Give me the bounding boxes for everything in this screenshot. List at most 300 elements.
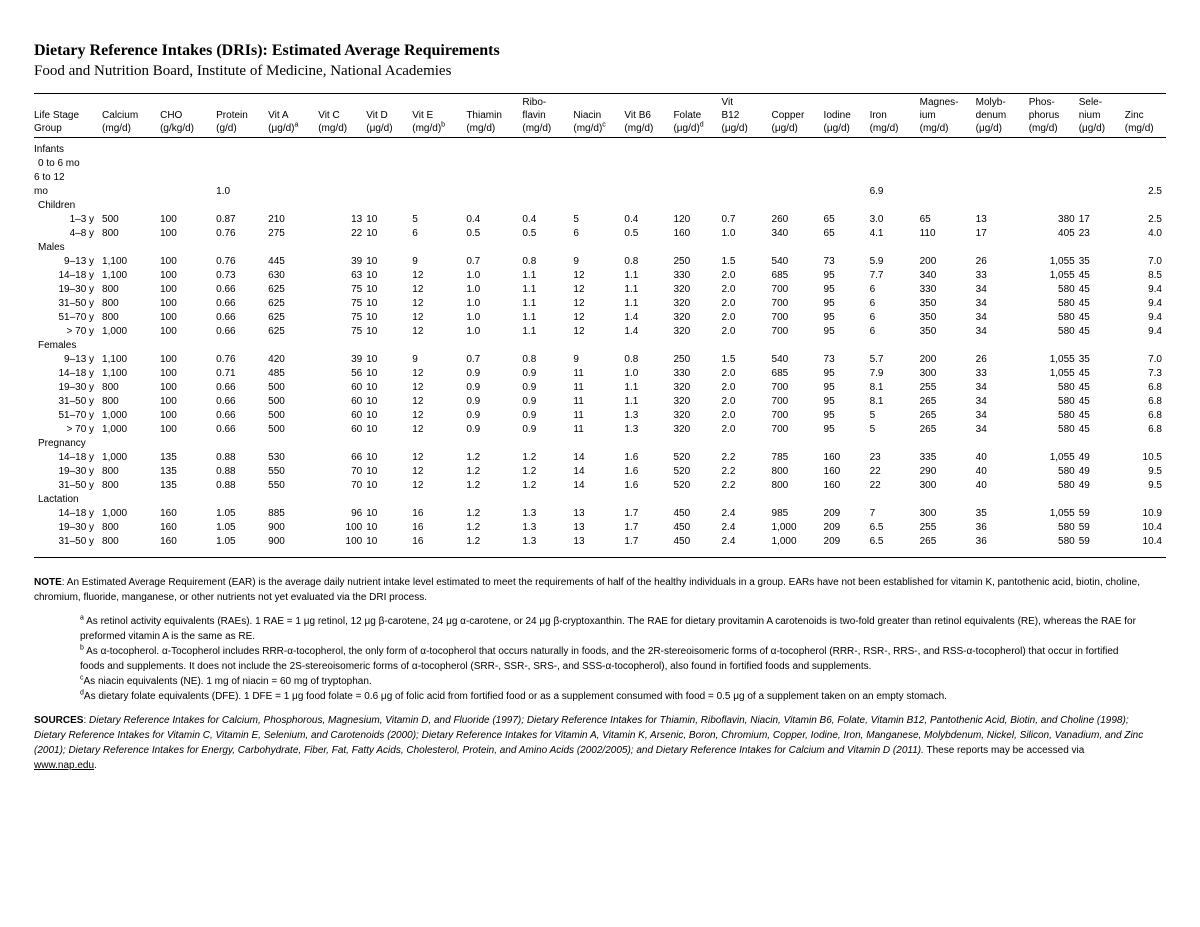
table-row bbox=[34, 409, 1166, 423]
table-cell: 10 bbox=[366, 326, 378, 337]
table-cell: 0.66 bbox=[216, 298, 236, 309]
table-cell: 1.2 bbox=[522, 466, 537, 477]
table-cell: 0.88 bbox=[216, 480, 236, 491]
table-cell: 100 bbox=[160, 354, 177, 365]
table-cell: 11 bbox=[573, 382, 584, 393]
table-cell: 95 bbox=[823, 284, 835, 295]
table-cell: 65 bbox=[823, 214, 835, 225]
column-header-21 bbox=[1125, 96, 1166, 138]
table-cell: 100 bbox=[160, 284, 177, 295]
table-cell: 9.5 bbox=[1148, 480, 1162, 491]
table-cell: 0.9 bbox=[466, 396, 481, 407]
table-cell: 320 bbox=[673, 284, 691, 295]
table-cell: 11 bbox=[573, 396, 584, 407]
table-cell: 260 bbox=[771, 214, 789, 225]
footnote-b-text: As α-tocopherol. α-Tocopherol includes RRR-α-tocopherol, the only form of α-tocopherol that occurs naturally in foods, and the 2R-stereoisomeric forms of α-tocopherol (RRR-, RSR-, RRS-, and RSS-α-tocopherol) that occur in fortified foods and supplements. It does not include the 2S-stereoisomeric forms of α-tocopherol (SRR-, SSR-, SRS-, and SSS-α-tocopherol), also found in fortified foods and supplements. bbox=[80, 646, 1119, 672]
table-cell bbox=[1079, 185, 1125, 199]
table-cell bbox=[216, 171, 268, 185]
table-cell bbox=[1125, 171, 1166, 185]
table-cell: 100 bbox=[160, 410, 177, 421]
table-cell: 12 bbox=[412, 312, 424, 323]
column-header-10 bbox=[573, 96, 624, 138]
table-cell: 520 bbox=[673, 480, 691, 491]
table-cell: 12 bbox=[412, 424, 424, 435]
life-stage-age-cell: 31–50 y bbox=[58, 480, 95, 491]
table-cell: 1.6 bbox=[624, 466, 639, 477]
nap-link[interactable]: www.nap.edu bbox=[34, 760, 95, 771]
table-row bbox=[34, 213, 1166, 227]
table-cell: 1.7 bbox=[624, 508, 639, 519]
table-cell: 1.2 bbox=[466, 466, 481, 477]
column-header-line2: (mg/d) bbox=[1028, 123, 1058, 134]
table-cell bbox=[366, 157, 412, 171]
footnote-a-mark: a bbox=[80, 614, 84, 622]
column-header-line2: (mg/d) bbox=[466, 123, 496, 134]
table-cell: 800 bbox=[102, 396, 119, 407]
column-header-line0: Ribo- bbox=[522, 97, 547, 108]
table-cell: 35 bbox=[1078, 354, 1090, 365]
column-header-line1: Life Stage bbox=[34, 110, 80, 121]
column-header-line1: Vit C bbox=[318, 110, 340, 121]
column-header-line2: (μg/d) bbox=[721, 123, 748, 134]
table-row bbox=[34, 227, 1166, 241]
table-cell: 10 bbox=[366, 270, 378, 281]
table-cell: 800 bbox=[102, 480, 119, 491]
table-cell: 2.4 bbox=[721, 508, 736, 519]
column-header-line0: Vit bbox=[721, 97, 733, 108]
column-header-line1: Iodine bbox=[823, 110, 851, 121]
table-cell: 13 bbox=[975, 214, 987, 225]
table-cell: 1.2 bbox=[466, 508, 481, 519]
table-cell: 70 bbox=[351, 466, 363, 477]
column-header-12 bbox=[673, 96, 721, 138]
table-cell: 34 bbox=[975, 284, 987, 295]
table-cell: 14 bbox=[573, 466, 585, 477]
table-cell: 10 bbox=[366, 368, 378, 379]
table-cell: 300 bbox=[919, 508, 937, 519]
table-cell: 1.3 bbox=[522, 508, 537, 519]
table-cell: 500 bbox=[268, 382, 285, 393]
table-cell: 17 bbox=[1078, 214, 1090, 225]
table-row bbox=[34, 171, 1166, 185]
table-cell: 2.0 bbox=[721, 312, 736, 323]
table-cell: 2.2 bbox=[721, 452, 736, 463]
table-cell: 450 bbox=[673, 536, 691, 547]
note-label: NOTE bbox=[34, 577, 62, 588]
table-cell: 450 bbox=[673, 508, 691, 519]
table-cell bbox=[412, 185, 466, 199]
table-cell: 9.4 bbox=[1148, 298, 1162, 309]
table-cell: 580 bbox=[1058, 424, 1075, 435]
table-cell bbox=[160, 171, 216, 185]
life-stage-age-cell: 14–18 y bbox=[58, 508, 95, 519]
table-cell bbox=[721, 185, 771, 199]
table-cell: 16 bbox=[412, 522, 424, 533]
table-cell: 1,100 bbox=[102, 270, 128, 281]
table-cell: 1.1 bbox=[522, 284, 537, 295]
table-cell: 12 bbox=[573, 312, 585, 323]
column-header-line1: Vit B6 bbox=[624, 110, 651, 121]
sources-label: SOURCES bbox=[34, 715, 84, 726]
table-cell: 0.71 bbox=[216, 368, 236, 379]
column-header-line1: Vit E bbox=[412, 110, 434, 121]
table-cell: 7.9 bbox=[869, 368, 884, 379]
table-group-row bbox=[34, 339, 1166, 353]
column-header-footnote-mark: c bbox=[602, 121, 606, 129]
table-cell: 1.2 bbox=[466, 522, 481, 533]
table-cell: 135 bbox=[160, 480, 177, 491]
life-stage-age-cell: 4–8 y bbox=[69, 228, 95, 239]
table-bottom-rule bbox=[34, 557, 1166, 558]
column-header-line1: denum bbox=[975, 110, 1007, 121]
table-cell: 340 bbox=[771, 228, 789, 239]
table-cell: 40 bbox=[975, 452, 987, 463]
table-cell: 800 bbox=[771, 480, 789, 491]
table-cell: 5 bbox=[869, 410, 876, 421]
table-cell: 5 bbox=[412, 214, 418, 225]
table-cell: 320 bbox=[673, 410, 691, 421]
table-group-row bbox=[34, 241, 1166, 255]
table-cell: 0.66 bbox=[216, 410, 236, 421]
table-cell: 1.2 bbox=[466, 536, 481, 547]
table-cell: 785 bbox=[771, 452, 789, 463]
table-cell: 100 bbox=[160, 214, 177, 225]
table-cell: 33 bbox=[975, 368, 987, 379]
column-header-line1: Niacin bbox=[573, 110, 602, 121]
table-cell bbox=[920, 157, 976, 171]
table-cell: 40 bbox=[975, 480, 987, 491]
table-cell: 6 bbox=[573, 228, 579, 239]
table-cell: 36 bbox=[975, 522, 987, 533]
column-header-line1: Vit A bbox=[268, 110, 289, 121]
table-cell: 700 bbox=[771, 298, 789, 309]
table-cell: 300 bbox=[919, 368, 937, 379]
table-cell: 95 bbox=[823, 368, 835, 379]
table-cell: 250 bbox=[673, 256, 691, 267]
column-header-5 bbox=[318, 96, 366, 138]
column-header-14 bbox=[772, 96, 824, 138]
table-cell: 320 bbox=[673, 382, 691, 393]
table-cell: 10.4 bbox=[1142, 522, 1162, 533]
table-cell: 12 bbox=[573, 298, 585, 309]
table-cell: 10 bbox=[366, 452, 378, 463]
table-row bbox=[34, 255, 1166, 269]
column-header-13 bbox=[721, 96, 771, 138]
table-cell: 800 bbox=[771, 466, 789, 477]
table-cell: 2.0 bbox=[721, 382, 736, 393]
table-cell: 900 bbox=[268, 522, 285, 533]
table-cell: 580 bbox=[1058, 298, 1075, 309]
table-cell: 1.0 bbox=[624, 368, 639, 379]
column-header-line0: Phos- bbox=[1028, 97, 1055, 108]
table-cell: 36 bbox=[975, 536, 987, 547]
table-cell: 0.76 bbox=[216, 354, 236, 365]
table-cell: 500 bbox=[268, 396, 285, 407]
table-cell: 800 bbox=[102, 536, 119, 547]
life-stage-age-cell: 19–30 y bbox=[58, 284, 95, 295]
column-header-8 bbox=[466, 96, 522, 138]
table-cell: 10 bbox=[366, 214, 378, 225]
table-cell: 95 bbox=[823, 396, 835, 407]
column-header-line1: Copper bbox=[771, 110, 805, 121]
life-stage-age-cell: 19–30 y bbox=[58, 522, 95, 533]
table-cell: 49 bbox=[1078, 452, 1090, 463]
table-cell: 800 bbox=[102, 312, 119, 323]
table-cell: 700 bbox=[771, 382, 789, 393]
table-cell: 12 bbox=[412, 452, 424, 463]
table-cell bbox=[573, 171, 624, 185]
sources-colon: : bbox=[83, 715, 90, 726]
table-cell: 73 bbox=[823, 256, 835, 267]
table-cell: 10.5 bbox=[1142, 452, 1162, 463]
table-cell bbox=[268, 157, 318, 171]
table-cell: 100 bbox=[160, 396, 177, 407]
table-cell bbox=[1029, 185, 1079, 199]
table-cell bbox=[920, 185, 976, 199]
table-cell: 100 bbox=[345, 536, 363, 547]
table-cell: 22 bbox=[869, 480, 881, 491]
table-group-row bbox=[34, 138, 1166, 158]
table-cell: 250 bbox=[673, 354, 691, 365]
table-cell: 1,100 bbox=[102, 256, 128, 267]
table-cell: 12 bbox=[412, 270, 424, 281]
table-cell: 1,055 bbox=[1049, 354, 1075, 365]
table-row bbox=[34, 283, 1166, 297]
table-cell: 6.8 bbox=[1148, 410, 1162, 421]
table-cell: 625 bbox=[268, 312, 285, 323]
table-cell: 1.1 bbox=[624, 270, 639, 281]
column-header-1 bbox=[102, 96, 160, 138]
table-cell: 95 bbox=[823, 410, 835, 421]
table-cell bbox=[673, 157, 721, 171]
table-cell: 12 bbox=[412, 382, 424, 393]
table-cell: 45 bbox=[1078, 270, 1090, 281]
column-header-2 bbox=[160, 96, 216, 138]
table-cell: 2.2 bbox=[721, 480, 736, 491]
table-cell: 100 bbox=[160, 298, 177, 309]
table-cell: 550 bbox=[268, 466, 285, 477]
column-header-line2: (g/kg/d) bbox=[160, 123, 194, 134]
table-cell bbox=[1079, 157, 1125, 171]
table-cell: 9.4 bbox=[1148, 312, 1162, 323]
table-cell: 0.9 bbox=[522, 382, 537, 393]
table-cell bbox=[772, 171, 824, 185]
table-cell: 0.8 bbox=[624, 354, 639, 365]
column-header-line2: (mg/d) bbox=[412, 123, 442, 134]
table-row bbox=[34, 185, 1166, 199]
life-stage-age-cell: 19–30 y bbox=[58, 466, 95, 477]
table-cell: 2.4 bbox=[721, 536, 736, 547]
column-header-line2: (μg/d) bbox=[823, 123, 850, 134]
table-cell: 520 bbox=[673, 452, 691, 463]
table-cell bbox=[102, 157, 160, 171]
table-cell: 11 bbox=[573, 368, 584, 379]
table-cell: 500 bbox=[268, 424, 285, 435]
table-row bbox=[34, 451, 1166, 465]
table-row bbox=[34, 465, 1166, 479]
column-header-line2: (μg/d) bbox=[673, 123, 700, 134]
life-stage-group-label: Lactation bbox=[38, 494, 79, 505]
table-cell: 625 bbox=[268, 284, 285, 295]
table-row bbox=[34, 381, 1166, 395]
table-cell: 350 bbox=[919, 312, 937, 323]
table-cell: 1.0 bbox=[466, 298, 481, 309]
table-cell: 63 bbox=[351, 270, 363, 281]
table-cell: 35 bbox=[1078, 256, 1090, 267]
table-cell: 1.4 bbox=[624, 326, 639, 337]
sources-paragraph bbox=[34, 713, 1144, 773]
table-cell: 0.9 bbox=[522, 424, 537, 435]
table-row bbox=[34, 269, 1166, 283]
table-cell: 45 bbox=[1078, 298, 1090, 309]
table-cell: 6.8 bbox=[1148, 382, 1162, 393]
table-cell: 2.0 bbox=[721, 368, 736, 379]
table-cell: 39 bbox=[351, 354, 363, 365]
table-cell: 1.1 bbox=[624, 396, 639, 407]
table-cell: 75 bbox=[351, 298, 363, 309]
table-cell: 10 bbox=[366, 536, 378, 547]
column-header-6 bbox=[366, 96, 412, 138]
table-cell: 450 bbox=[673, 522, 691, 533]
footnote-d-mark: d bbox=[80, 689, 84, 697]
table-cell: 300 bbox=[919, 480, 937, 491]
life-stage-age-cell: 6 to 12 bbox=[34, 172, 65, 183]
table-cell: 500 bbox=[102, 214, 119, 225]
column-header-line1: phorus bbox=[1028, 110, 1060, 121]
life-stage-age-cell: 31–50 y bbox=[58, 298, 95, 309]
column-header-line2: (mg/d) bbox=[522, 123, 552, 134]
table-cell: 10 bbox=[366, 466, 378, 477]
column-header-line2: (μg/d) bbox=[1078, 123, 1106, 134]
table-cell: 0.88 bbox=[216, 466, 236, 477]
table-cell: 7.0 bbox=[1148, 354, 1162, 365]
table-cell: 10.4 bbox=[1142, 536, 1162, 547]
table-cell: 885 bbox=[268, 508, 285, 519]
table-cell: 580 bbox=[1058, 466, 1075, 477]
table-cell: 580 bbox=[1058, 522, 1075, 533]
column-header-line2: (mg/d) bbox=[102, 123, 131, 134]
table-cell: 1.2 bbox=[466, 452, 481, 463]
table-cell: 330 bbox=[673, 368, 691, 379]
table-cell: 200 bbox=[919, 354, 937, 365]
table-cell: 550 bbox=[268, 480, 285, 491]
table-cell: 11 bbox=[573, 410, 584, 421]
table-cell: 66 bbox=[351, 452, 363, 463]
table-cell: 45 bbox=[1078, 368, 1090, 379]
table-cell: 0.9 bbox=[522, 396, 537, 407]
table-cell: 26 bbox=[975, 354, 987, 365]
table-cell: 350 bbox=[919, 298, 937, 309]
table-group-row bbox=[34, 199, 1166, 213]
table-cell: 12 bbox=[412, 410, 424, 421]
table-cell: 200 bbox=[919, 256, 937, 267]
table-cell: 540 bbox=[771, 256, 789, 267]
table-cell: 320 bbox=[673, 424, 691, 435]
table-cell bbox=[102, 171, 160, 185]
table-cell: 135 bbox=[160, 452, 177, 463]
table-cell: 700 bbox=[771, 424, 789, 435]
table-cell: 9 bbox=[573, 354, 579, 365]
table-cell: 6 bbox=[869, 312, 876, 323]
table-cell: 12 bbox=[412, 368, 424, 379]
table-cell: 26 bbox=[975, 256, 987, 267]
column-header-footnote-mark: a bbox=[294, 121, 299, 129]
life-stage-age-cell: > 70 y bbox=[66, 326, 95, 337]
table-cell: 2.4 bbox=[721, 522, 736, 533]
table-cell: 95 bbox=[823, 326, 835, 337]
table-cell bbox=[721, 157, 771, 171]
footnote-c-text: As niacin equivalents (NE). 1 mg of niacin = 60 mg of tryptophan. bbox=[83, 676, 372, 687]
table-cell bbox=[466, 185, 522, 199]
table-cell bbox=[772, 185, 824, 199]
table-cell: 9.4 bbox=[1148, 326, 1162, 337]
table-cell: 75 bbox=[351, 284, 363, 295]
life-stage-age-cell: 9–13 y bbox=[64, 354, 95, 365]
table-cell: 1,000 bbox=[102, 508, 128, 519]
table-cell: 700 bbox=[771, 326, 789, 337]
table-cell bbox=[673, 171, 721, 185]
table-cell: 0.7 bbox=[721, 214, 736, 225]
table-cell: 60 bbox=[351, 396, 363, 407]
sources-citations: Dietary Reference Intakes for Calcium, Phosphorous, Magnesium, Vitamin D, and Fluoride (1997); Dietary Reference Intakes for Thiamin, Riboflavin, Niacin, Vitamin B6, Folate, Vitamin B12, Pantothenic Acid, Biotin, and Choline (1998); Dietary Reference Intakes for Vitamin C, Vitamin E, Selenium, and Carotenoids (2000); Dietary Reference Intakes for Vitamin A, Vitamin K, Arsenic, Boron, Chromium, Copper, Iodine, Iron, Manganese, Molybdenum, Nickel, Silicon, Vanadium, and Zinc (2001); Dietary Reference Intakes for Energy, Carbohydrate, Fiber, Fat, Fatty Acids, Cholesterol, Protein, and Amino Acids (2002/2005); and Dietary Reference Intakes for Calcium and Vitamin D (2011). bbox=[34, 715, 1144, 756]
table-row bbox=[34, 423, 1166, 437]
document-title: Dietary Reference Intakes (DRIs): Estimated Average Requirements bbox=[34, 42, 500, 59]
table-cell: 75 bbox=[351, 326, 363, 337]
column-header-line2: (mg/d) bbox=[573, 123, 603, 134]
column-header-7 bbox=[412, 96, 466, 138]
table-cell: 4.1 bbox=[869, 228, 884, 239]
sources-tail: These reports may be accessed via bbox=[923, 745, 1085, 756]
notes-section bbox=[34, 575, 1144, 773]
table-cell: 0.66 bbox=[216, 312, 236, 323]
table-cell: 0.5 bbox=[466, 228, 481, 239]
table-cell: 5.9 bbox=[869, 256, 884, 267]
table-cell: 12 bbox=[412, 326, 424, 337]
table-cell: 13 bbox=[573, 522, 585, 533]
life-stage-age-cell: > 70 y bbox=[66, 424, 95, 435]
table-cell: 60 bbox=[351, 424, 363, 435]
table-cell: 275 bbox=[268, 228, 285, 239]
table-cell: 0.9 bbox=[522, 368, 537, 379]
table-cell: 1.3 bbox=[522, 536, 537, 547]
table-cell bbox=[976, 157, 1029, 171]
table-cell bbox=[412, 171, 466, 185]
table-cell: 10 bbox=[366, 284, 378, 295]
table-cell bbox=[870, 171, 920, 185]
table-cell bbox=[318, 157, 366, 171]
column-header-0 bbox=[34, 96, 102, 138]
footnote-c bbox=[34, 674, 1144, 689]
table-cell: 800 bbox=[102, 522, 119, 533]
table-cell: 12 bbox=[412, 298, 424, 309]
life-stage-group-label: Females bbox=[38, 340, 77, 351]
table-row bbox=[34, 325, 1166, 339]
table-row bbox=[34, 297, 1166, 311]
table-cell: 45 bbox=[1078, 396, 1090, 407]
table-cell: 1.0 bbox=[466, 312, 481, 323]
table-cell: 320 bbox=[673, 298, 691, 309]
life-stage-age-cell: 0 to 6 mo bbox=[38, 158, 80, 169]
table-cell: 580 bbox=[1058, 284, 1075, 295]
table-cell: 1,100 bbox=[102, 368, 128, 379]
table-cell: 0.76 bbox=[216, 228, 236, 239]
table-cell: 6.8 bbox=[1148, 424, 1162, 435]
table-row bbox=[34, 521, 1166, 535]
life-stage-group-label: Males bbox=[38, 242, 65, 253]
table-cell: 580 bbox=[1058, 410, 1075, 421]
column-header-line1: Calcium bbox=[102, 110, 139, 121]
ear-table bbox=[34, 96, 1166, 549]
